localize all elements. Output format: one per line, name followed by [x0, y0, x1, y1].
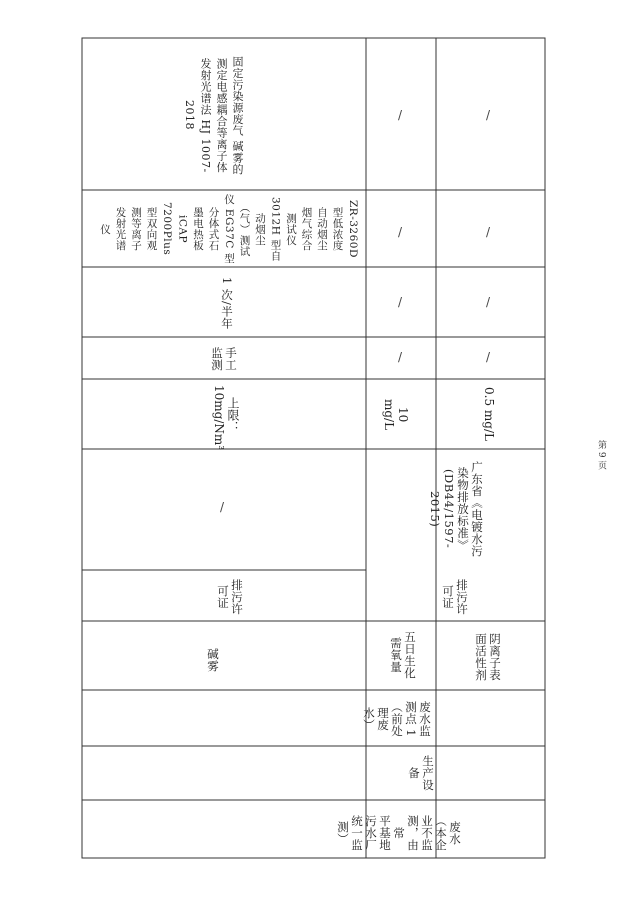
device-r2: 生产设 备 [407, 755, 435, 791]
waste-water-header: 废水 （本企 业不监 测，由常 平基地 污水厂 统一监 测） [336, 815, 462, 851]
limit-r3: 0.5 mg/L [482, 387, 496, 441]
analysis-method-r1: 固定污染源废气 碱雾的 测定电感耦合等离子体 发射光谱法 HJ 1007-2018 [183, 55, 244, 175]
standard-r2: 广东省《电镀水污 染物排放标准》 (DB44/1597-2015) [428, 461, 484, 557]
instruments-r2: / [398, 225, 403, 239]
permit-source-r2: 排污许 可证 [441, 579, 469, 615]
instruments-r3: / [486, 225, 491, 239]
pollutant-anionic-surfactant: 阴离子表 面活性剂 [474, 633, 502, 681]
pollutant-alkali-mist: 碱雾 [206, 648, 220, 672]
monitoring-point-r2: 废水监 测点 1 （前处 理废 水） [362, 701, 432, 737]
instruments-r1: ZR-3260D 型低浓度 自动烟尘 烟气综合 测试仪 3012H 型自 动烟尘 （气）测试 仪 EG37C 型 分体式石 墨电热板 iCAP 7200Plus 型双向观 测等离子 发射光谱 仪 [99, 194, 359, 264]
frequency-r3: / [486, 295, 491, 309]
method-type-r1: 手工 监测 [210, 347, 238, 371]
standard-r1: / [220, 500, 225, 514]
frequency-r1: 1 次/半年 [220, 276, 234, 330]
limit-r1: 上限： 10mg/Nm³ [212, 385, 240, 451]
frequency-r2: / [398, 295, 403, 309]
analysis-method-r2: / [398, 108, 403, 122]
method-type-r2: / [398, 350, 403, 364]
limit-r2: 10 mg/L [382, 399, 410, 431]
page-number: 第 9 页 [596, 440, 606, 470]
pollutant-bod5: 五日生化 需氧量 [389, 631, 417, 679]
method-type-r3: / [486, 350, 491, 364]
analysis-method-r3: / [486, 108, 491, 122]
permit-source-r1: 排污许 可证 [216, 579, 244, 615]
